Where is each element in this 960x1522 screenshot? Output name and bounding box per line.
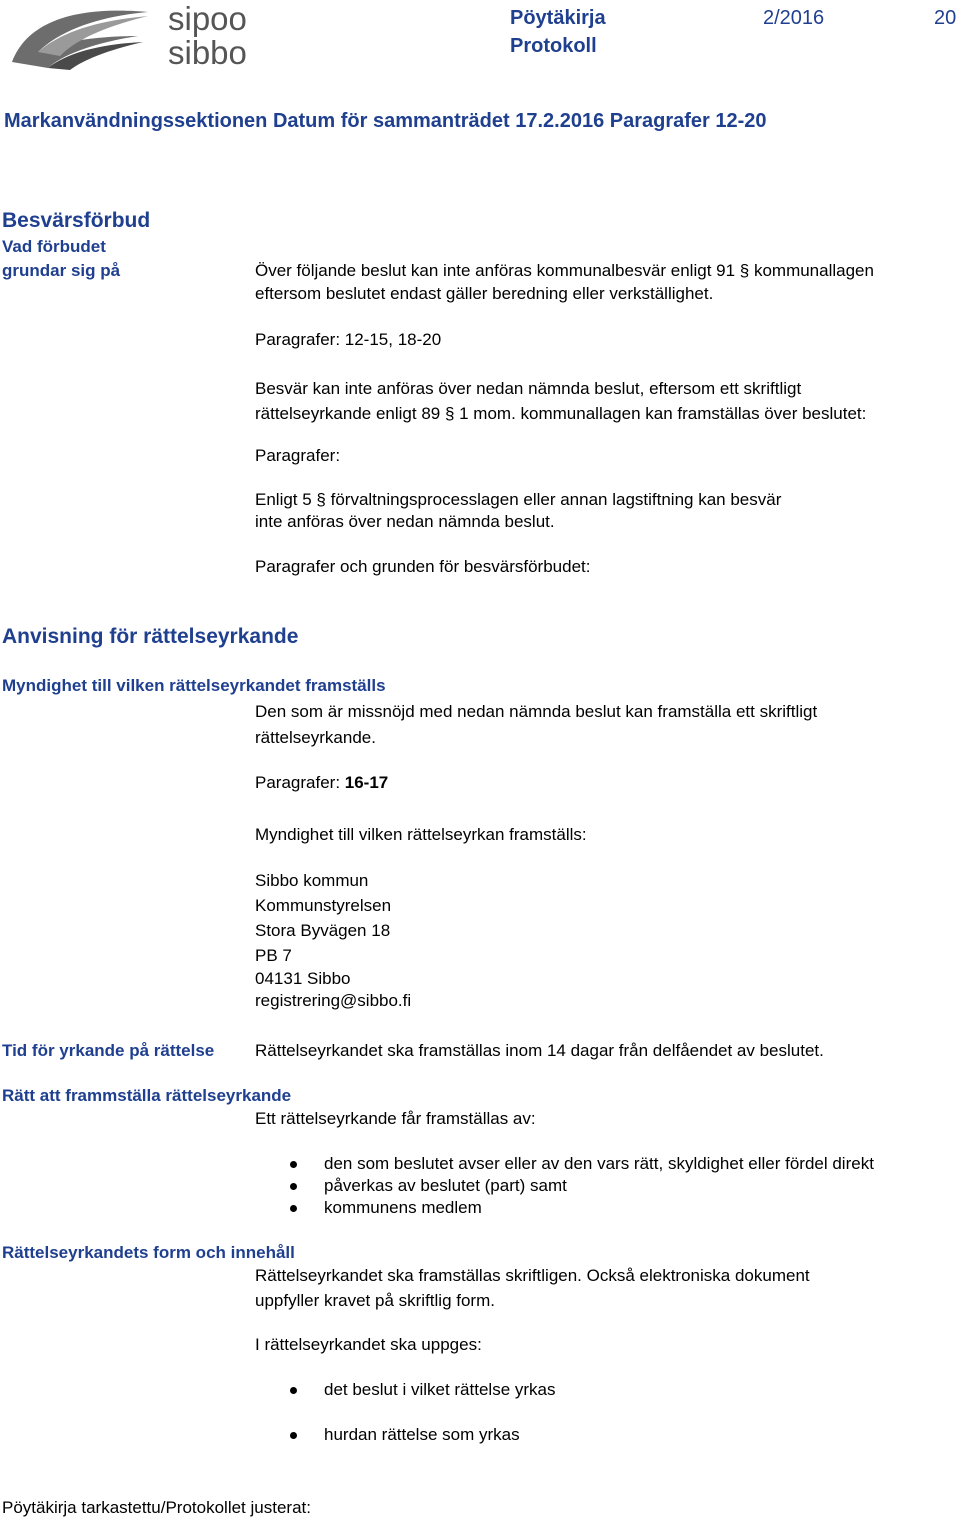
form-line2: uppfyller kravet på skriftlig form. xyxy=(255,1291,495,1310)
besvarsforbud-p3-line2: inte anföras över nedan nämnda beslut. xyxy=(255,512,555,531)
besvarsforbud-p2-line2: rättelseyrkande enligt 89 § 1 mom. kommunallagen kan framställas över beslutet: xyxy=(255,404,867,423)
myndighet-label: Myndighet till vilken rättelseyrkandet framställs xyxy=(2,676,386,695)
tid-text: Rättelseyrkandet ska framställas inom 14 dagar från delfåendet av beslutet. xyxy=(255,1041,824,1060)
form-line1: Rättelseyrkandet ska framställas skriftligen. Också elektroniska dokument xyxy=(255,1266,810,1285)
myndighet-p-line1: Den som är missnöjd med nedan nämnda beslut kan framställa ett skriftligt xyxy=(255,702,818,721)
bullet-icon xyxy=(290,1183,297,1190)
list-item: påverkas av beslutet (part) samt xyxy=(324,1176,567,1195)
paragrafer-list-1: Paragrafer: 12-15, 18-20 xyxy=(255,330,442,349)
address-line: Sibbo kommun xyxy=(255,871,369,890)
myndighet-p-line2: rättelseyrkande. xyxy=(255,728,376,747)
doc-type-fi: Pöytäkirja xyxy=(510,7,606,29)
besvarsforbud-title: Besvärsförbud xyxy=(2,209,151,232)
list-item: det beslut i vilket rättelse yrkas xyxy=(324,1380,556,1399)
myndighet-to: Myndighet till vilken rättelseyrkan framställs: xyxy=(255,825,587,844)
bullet-icon xyxy=(290,1432,297,1439)
ratt-intro: Ett rättelseyrkande får framställas av: xyxy=(255,1109,536,1128)
email-link[interactable]: registrering@sibbo.fi xyxy=(255,991,412,1010)
paragrafer-value: 16-17 xyxy=(344,773,389,792)
sipoo-sibbo-logo xyxy=(8,2,253,70)
besvarsforbud-label-line2: grundar sig på xyxy=(2,261,121,280)
address-line: Stora Byvägen 18 xyxy=(255,921,391,940)
bullet-icon xyxy=(290,1387,297,1394)
paragrafer-prefix: Paragrafer: xyxy=(255,773,345,792)
besvarsforbud-p2-line1: Besvär kan inte anföras över nedan nämnda beslut, eftersom ett skriftligt xyxy=(255,379,802,398)
meeting-line: Markanvändningssektionen Datum för sammanträdet 17.2.2016 Paragrafer 12-20 xyxy=(4,110,767,132)
logo-text-sibbo: sibbo xyxy=(168,34,247,71)
besvarsforbud-p1-line1: Över följande beslut kan inte anföras kommunalbesvär enligt 91 § kommunallagen xyxy=(255,261,874,280)
address-line: PB 7 xyxy=(255,946,292,965)
address-line: 04131 Sibbo xyxy=(255,969,351,988)
uppges-intro: I rättelseyrkandet ska uppges: xyxy=(255,1335,482,1354)
address-line: Kommunstyrelsen xyxy=(255,896,392,915)
paragrafer-list-2: Paragrafer: xyxy=(255,446,341,465)
protocol-number: 2/2016 xyxy=(763,7,825,29)
tid-label: Tid för yrkande på rättelse xyxy=(2,1041,215,1060)
logo-emblem-icon xyxy=(8,2,158,70)
list-item: den som beslutet avser eller av den vars rätt, skyldighet eller fördel direkt xyxy=(324,1154,874,1173)
anvisning-title: Anvisning för rättelseyrkande xyxy=(2,625,299,648)
paragrafer-list-3: Paragrafer och grunden för besvärsförbudet: xyxy=(255,557,591,576)
list-item: kommunens medlem xyxy=(324,1198,482,1217)
form-label: Rättelseyrkandets form och innehåll xyxy=(2,1243,295,1262)
besvarsforbud-p1-line2: eftersom beslutet endast gäller beredning eller verkställighet. xyxy=(255,284,714,303)
doc-type-sv: Protokoll xyxy=(510,35,597,57)
footer-justerat: Pöytäkirja tarkastettu/Protokollet justerat: xyxy=(2,1498,311,1517)
list-item: hurdan rättelse som yrkas xyxy=(324,1425,520,1444)
page-number: 20 xyxy=(934,7,957,29)
ratt-label: Rätt att frammställa rättelseyrkande xyxy=(2,1086,292,1105)
besvarsforbud-p3-line1: Enligt 5 § förvaltningsprocesslagen eller annan lagstiftning kan besvär xyxy=(255,490,782,509)
paragrafer-rattelse xyxy=(255,773,388,793)
bullet-icon xyxy=(290,1205,297,1212)
logo-text-sipoo: sipoo xyxy=(168,0,247,37)
besvarsforbud-label-line1: Vad förbudet xyxy=(2,237,106,256)
bullet-icon xyxy=(290,1161,297,1168)
